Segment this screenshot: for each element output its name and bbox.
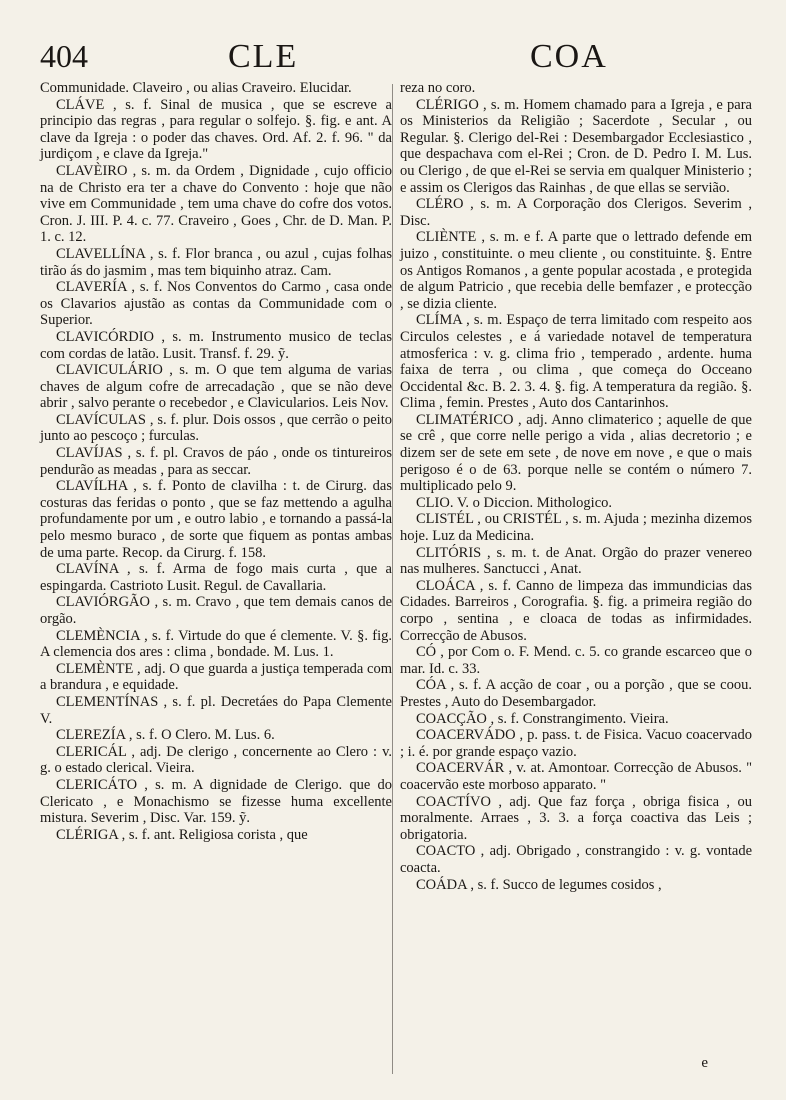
dictionary-entry: CLISTÉL , ou CRISTÉL , s. m. Ajuda ; mezinha dizemos hoje. Luz da Medicina.: [400, 511, 752, 545]
dictionary-entry: COACTÍVO , adj. Que faz força , obriga fisica , ou moralmente. Arraes , 3. 3. a força coactiva das Leis ; obrigatoria.: [400, 793, 752, 843]
dictionary-entry: CLÍMA , s. m. Espaço de terra limitado com respeito aos Circulos celestes , e á variedade notavel de temperatura atmosferica : v. g. clima frio , temperado , ardente. huma faixa de terra , ou clima , que começa do Occeano Occidental &c. B. 2. 3. 4. §. fig. A temperatura da região. §. Clima , femin. Prestes , Auto dos Cantarinhos.: [400, 312, 752, 412]
dictionary-entry: CLAVÍLHA , s. f. Ponto de clavilha : t. de Cirurg. das costuras das feridas o ponto , que se faz mettendo a agulha profundamente por um , e outro labio , e tornando a passá-la pelo mesmo buraco , de sorte que fiquem as pontas ambas de uma parte. Recop. da Cirurg. f. 158.: [40, 478, 392, 561]
dictionary-entry: CLAVÍJAS , s. f. pl. Cravos de páo , onde os tintureiros pendurão as meadas , para as seccar.: [40, 445, 392, 478]
dictionary-entry: CLAVERÍA , s. f. Nos Conventos do Carmo , casa onde os Clavarios ajustão as contas da Communidade com o Superior.: [40, 279, 392, 329]
dictionary-entry: Communidade. Claveiro , ou alias Craveiro. Elucidar.: [40, 80, 352, 96]
dictionary-entry: CLEMÈNTE , adj. O que guarda a justiça temperada com a brandura , e equidade.: [40, 660, 392, 694]
dictionary-entry: CLITÓRIS , s. m. t. de Anat. Orgão do prazer venereo nas mulheres. Sanctucci , Anat.: [400, 544, 752, 578]
page-number: 404: [40, 38, 88, 74]
dictionary-entry: CLOÁCA , s. f. Canno de limpeza das immundicias das Cidades. Barreiros , Corografia. §. fig. a primeira região do corpo , sentina , e cloaca de todas as infirmidades. Correcção de Abusos.: [400, 577, 752, 644]
dictionary-entry: CÓA , s. f. A acção de coar , ou a porção , que se coou. Prestes , Auto do Desembargador.: [400, 677, 752, 710]
dictionary-entry: COÁDA , s. f. Succo de legumes cosidos ,: [416, 876, 662, 893]
dictionary-entry: CLEMENTÍNAS , s. f. pl. Decretáes do Papa Clemente V.: [40, 693, 392, 727]
dictionary-entry: CLÉRIGA , s. f. ant. Religiosa corista , que: [56, 826, 308, 843]
dictionary-entry: COACÇÃO , s. f. Constrangimento. Vieira.: [416, 710, 669, 727]
dictionary-entry: CLAVIÓRGÃO , s. m. Cravo , que tem demais canos de orgão.: [40, 594, 392, 627]
dictionary-entry: CLAVÍCULAS , s. f. plur. Dois ossos , que cerrão o peito junto ao pescoço ; furculas.: [40, 411, 392, 445]
left-column: [40, 80, 392, 843]
dictionary-entry: CLAVICULÁRIO , s. m. O que tem alguma de varias chaves de algum cofre de arrecadação , que se não deve abrir , salvo perante o recebedor , e Clavicularios. Leis Nov.: [40, 362, 392, 412]
running-head-left: CLE: [228, 38, 299, 75]
dictionary-entry: reza no coro.: [400, 80, 476, 96]
running-head-right: COA: [530, 38, 608, 75]
page-header: [40, 38, 740, 86]
dictionary-entry: CÓ , por Com o. F. Mend. c. 5. co grande escarceo que o mar. Id. c. 33.: [400, 644, 752, 677]
dictionary-entry: CLAVELLÍNA , s. f. Flor branca , ou azul , cujas folhas tirão ás do jasmim , mas tem biquinho atraz. Cam.: [40, 245, 392, 279]
dictionary-entry: CLÉRO , s. m. A Corporação dos Clerigos. Severim , Disc.: [400, 196, 752, 229]
dictionary-entry: CLEMÈNCIA , s. f. Virtude do que é clemente. V. §. fig. A clemencia dos ares : clima , bondade. M. Lus. 1.: [40, 627, 392, 661]
dictionary-entry: CLÁVE , s. f. Sinal de musica , que se escreve a principio das regras , para regular o solfejo. §. fig. e ant. A clave da Igreja : o poder das chaves. Ord. Af. 2. f. 96. " da jurdiçom , e clave da Igreja.": [40, 96, 392, 163]
dictionary-entry: COACERVÁR , v. at. Amontoar. Correcção de Abusos. " coacervão este morboso apparato. ": [400, 760, 752, 793]
column-divider: [392, 84, 393, 1074]
dictionary-entry: CLAVÈIRO , s. m. da Ordem , Dignidade , cujo officio na de Christo era ter a chave do Convento : hoje que não vive em Communidade , tem uma chave do cofre dos votos. Cron. J. III. P. 4. c. 77. Craveiro , Goes , Chr. de D. Man. P. 1. c. 12.: [40, 162, 392, 246]
right-column: [400, 80, 752, 893]
dictionary-entry: COACERVÁDO , p. pass. t. de Fisica. Vacuo coacervado ; i. é. por grande espaço vazio.: [400, 727, 752, 760]
dictionary-entry: CLEREZÍA , s. f. O Clero. M. Lus. 6.: [56, 727, 275, 744]
dictionary-entry: CLIO. V. o Diccion. Mithologico.: [416, 494, 613, 511]
dictionary-entry: CLERICÁTO , s. m. A dignidade de Clerigo. que do Clericato , e Monachismo se fizesse huma excellente mistura. Severim , Disc. Var. 159. ỹ.: [40, 776, 392, 827]
dictionary-entry: CLERICÁL , adj. De clerigo , concernente ao Clero : v. g. o estado clerical. Vieira.: [40, 743, 392, 777]
dictionary-entry: CLAVÍNA , s. f. Arma de fogo mais curta , que a espingarda. Castrioto Lusit. Regul. de Cavallaria.: [40, 561, 392, 594]
dictionary-entry: COACTO , adj. Obrigado , constrangido : v. g. vontade coacta.: [400, 843, 752, 876]
dictionary-entry: CLIÈNTE , s. m. e f. A parte que o lettrado defende em juizo , constituinte. o meu cliente , ou constituinte. §. Entre os Antigos Romanos , a gente popular acostada , e protegida de algum Patricio , que recebia delle bemfazer , e protecção , se dizia cliente.: [400, 229, 752, 312]
catchword: e: [701, 1055, 708, 1071]
dictionary-entry: CLÉRIGO , s. m. Homem chamado para a Igreja , e para os Ministerios da Religião ; Sacerdote , Secular , ou Regular. §. Clerigo del-Rei : Desembargador Ecclesiastico , que despachava com el-Rei ; Cron. de D. Pedro I. M. Lus. ou Clerigo , de que el-Rei se servia em qualquer Ministerio ; e assim os Clerigos das Rainhas , de que ellas se servião.: [400, 96, 752, 196]
dictionary-entry: CLIMATÉRICO , adj. Anno climaterico ; aquelle de que se crê , que corre nelle perigo a vida , alias decretorio ; e dizem ser de sete em sete , de nove em nove , e que o mais perigoso é o de 63. porque nelle se contém o número 7. multiplicado pelo 9.: [400, 411, 752, 495]
dictionary-entry: CLAVICÓRDIO , s. m. Instrumento musico de teclas com cordas de latão. Lusit. Transf. f. 29. ỹ.: [40, 328, 392, 362]
